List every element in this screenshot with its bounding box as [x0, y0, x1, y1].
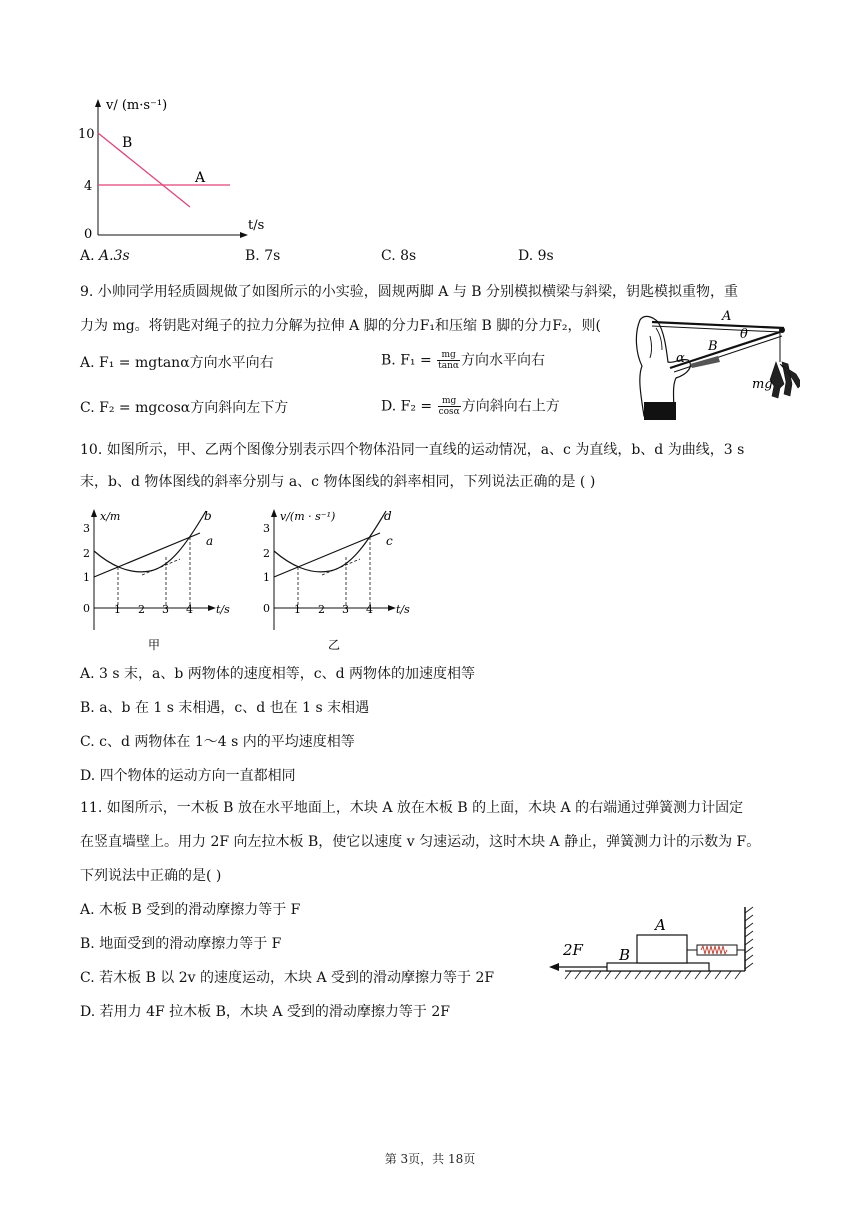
velocity-time-graph: [72, 95, 272, 245]
keys-icon: [770, 362, 800, 398]
board-b: [607, 963, 709, 971]
q11-stem-line2: 在竖直墙壁上。用力 2F 向左拉木板 B，使它以速度 v 匀速运动，这时木块 A 静止，弹簧测力计的示数为 F。: [80, 834, 761, 850]
y-axis-arrow: [271, 509, 277, 517]
option-prefix: B. F₁ =: [381, 352, 432, 369]
q11-option-a[interactable]: A. 木板 B 受到的滑动摩擦力等于 F: [80, 902, 301, 918]
hand-illustration: [636, 316, 690, 416]
tick-0: 0: [84, 227, 93, 242]
line-a: [94, 533, 200, 577]
x-axis-arrow: [208, 605, 216, 611]
graph-yi: [260, 505, 430, 655]
label-mg: mg: [752, 377, 773, 392]
y-axis-label: x/m: [100, 510, 121, 523]
sleeve: [644, 402, 676, 420]
q10-stem-line2: 末，b、d 物体图线的斜率分别与 a、c 物体图线的斜率相同，下列说法正确的是 ( ): [80, 474, 596, 490]
graph-jia: [80, 505, 250, 655]
label-a: A: [722, 309, 732, 324]
board-block-spring-figure: [545, 905, 760, 985]
denominator: cosα: [438, 407, 460, 417]
t-axis-label: t/s: [248, 218, 265, 233]
option-letter: D.: [518, 248, 534, 264]
option-letter: B.: [245, 248, 260, 264]
y-tick-1: 1: [83, 571, 90, 584]
compass-keys-figure: [630, 306, 800, 420]
q10-option-b[interactable]: B. a、b 在 1 s 末相遇，c、d 也在 1 s 末相遇: [80, 700, 370, 716]
option-value: A.3s: [99, 248, 130, 264]
fraction: [438, 396, 461, 417]
pencil-tip: [690, 356, 720, 368]
q10-stem-line1: 10. 如图所示，甲、乙两个图像分别表示四个物体沿同一直线的运动情况，a、c 为直线，b、d 为曲线，3 s: [80, 442, 745, 458]
q10-option-d[interactable]: D. 四个物体的运动方向一直都相同: [80, 768, 296, 784]
q8-option-d[interactable]: [518, 246, 554, 266]
v-axis-arrow: [95, 99, 101, 107]
q8-option-c[interactable]: [381, 246, 416, 266]
q10-option-a[interactable]: A. 3 s 末，a、b 两物体的速度相等，c、d 两物体的加速度相等: [80, 666, 476, 682]
y-tick-3: 3: [263, 522, 270, 535]
x-tick-1: 1: [294, 603, 301, 616]
q9-option-c[interactable]: C. F₂ = mgcosα方向斜向左下方: [80, 400, 289, 416]
y-tick-1: 1: [263, 571, 270, 584]
q11-stem-line1: 11. 如图所示，一木板 B 放在水平地面上，木块 A 放在木板 B 的上面，木块 A 的右端通过弹簧测力计固定: [80, 800, 744, 816]
y-tick-2: 2: [83, 547, 90, 560]
y-tick-3: 3: [83, 522, 90, 535]
y-tick-0: 0: [83, 602, 90, 615]
label-a: A: [195, 170, 206, 186]
option-letter: C.: [381, 248, 396, 264]
y-axis-label: v/(m · s⁻¹): [280, 510, 336, 523]
compass-arm-b-inner: [674, 336, 782, 372]
q9-stem-line2: 力为 mg。将钥匙对绳子的拉力分解为拉伸 A 脚的分力F₁和压缩 B 脚的分力F₂，则(: [80, 318, 601, 334]
x-tick-2: 2: [318, 603, 325, 616]
line-b: [98, 133, 190, 207]
ground-hatch: [565, 971, 741, 979]
v-axis-label: v/ (m·s⁻¹): [106, 98, 168, 113]
q9-option-a[interactable]: A. F₁ = mgtanα方向水平向右: [80, 355, 274, 371]
t-axis-arrow: [240, 232, 248, 238]
label-a: A: [655, 916, 666, 934]
x-axis-arrow: [388, 605, 396, 611]
q11-stem-line3: 下列说法中正确的是( ): [80, 868, 222, 884]
fraction: [437, 350, 460, 371]
numerator: mg: [437, 350, 460, 361]
option-prefix: D. F₂ =: [381, 398, 433, 415]
line-a-label: a: [206, 534, 214, 548]
option-value: 7s: [264, 248, 281, 264]
x-tick-3: 3: [342, 603, 349, 616]
q8-option-a[interactable]: [80, 246, 130, 266]
y-tick-0: 0: [263, 602, 270, 615]
block-a: [637, 935, 687, 963]
q11-option-d[interactable]: D. 若用力 4F 拉木板 B，木块 A 受到的滑动摩擦力等于 2F: [80, 1004, 450, 1020]
q9-option-d[interactable]: [381, 396, 560, 417]
numerator: mg: [438, 396, 461, 407]
x-tick-1: 1: [114, 603, 121, 616]
line-c: [274, 533, 380, 577]
q11-option-b[interactable]: B. 地面受到的滑动摩擦力等于 F: [80, 936, 282, 952]
label-b: B: [619, 946, 631, 964]
q9-option-b[interactable]: [381, 350, 545, 371]
tangent-dashed: [322, 559, 360, 575]
y-axis-arrow: [91, 509, 97, 517]
wall-hatch: [745, 907, 753, 969]
curve-b-label: b: [204, 509, 212, 523]
label-b: B: [708, 339, 718, 354]
tangent-dashed: [142, 559, 180, 575]
q10-option-c[interactable]: C. c、d 两物体在 1～4 s 内的平均速度相等: [80, 734, 355, 750]
x-tick-4: 4: [186, 603, 193, 616]
q9-stem-line1: 9. 小帅同学用轻质圆规做了如图所示的小实验，圆规两脚 A 与 B 分别模拟横梁与斜梁，钥匙模拟重物，重: [80, 284, 739, 300]
option-letter: A.: [80, 248, 95, 264]
tick-10: 10: [78, 127, 95, 142]
label-alpha: α: [676, 351, 685, 366]
q11-option-c[interactable]: C. 若木板 B 以 2v 的速度运动，木块 A 受到的滑动摩擦力等于 2F: [80, 970, 495, 986]
q8-option-b[interactable]: [245, 246, 280, 266]
label-b: B: [122, 135, 133, 151]
line-c-label: c: [386, 534, 393, 548]
option-suffix: 方向斜向右上方: [461, 398, 560, 415]
option-value: 8s: [400, 248, 417, 264]
x-axis-label: t/s: [396, 603, 410, 616]
tick-4: 4: [84, 179, 93, 194]
x-tick-2: 2: [138, 603, 145, 616]
x-axis-label: t/s: [216, 603, 230, 616]
x-tick-3: 3: [162, 603, 169, 616]
curve-d-label: d: [384, 509, 392, 523]
y-tick-2: 2: [263, 547, 270, 560]
option-value: 9s: [537, 248, 554, 264]
caption-yi: 乙: [328, 638, 341, 652]
compass-arm-b: [670, 332, 780, 368]
denominator: tanα: [438, 361, 460, 371]
force-label: 2F: [563, 941, 583, 959]
page-footer: 第 3页，共 18页: [384, 1152, 476, 1166]
x-tick-4: 4: [366, 603, 373, 616]
force-arrowhead: [549, 963, 559, 971]
caption-jia: 甲: [148, 638, 161, 652]
option-suffix: 方向水平向右: [461, 352, 546, 369]
label-theta: θ: [740, 327, 748, 342]
